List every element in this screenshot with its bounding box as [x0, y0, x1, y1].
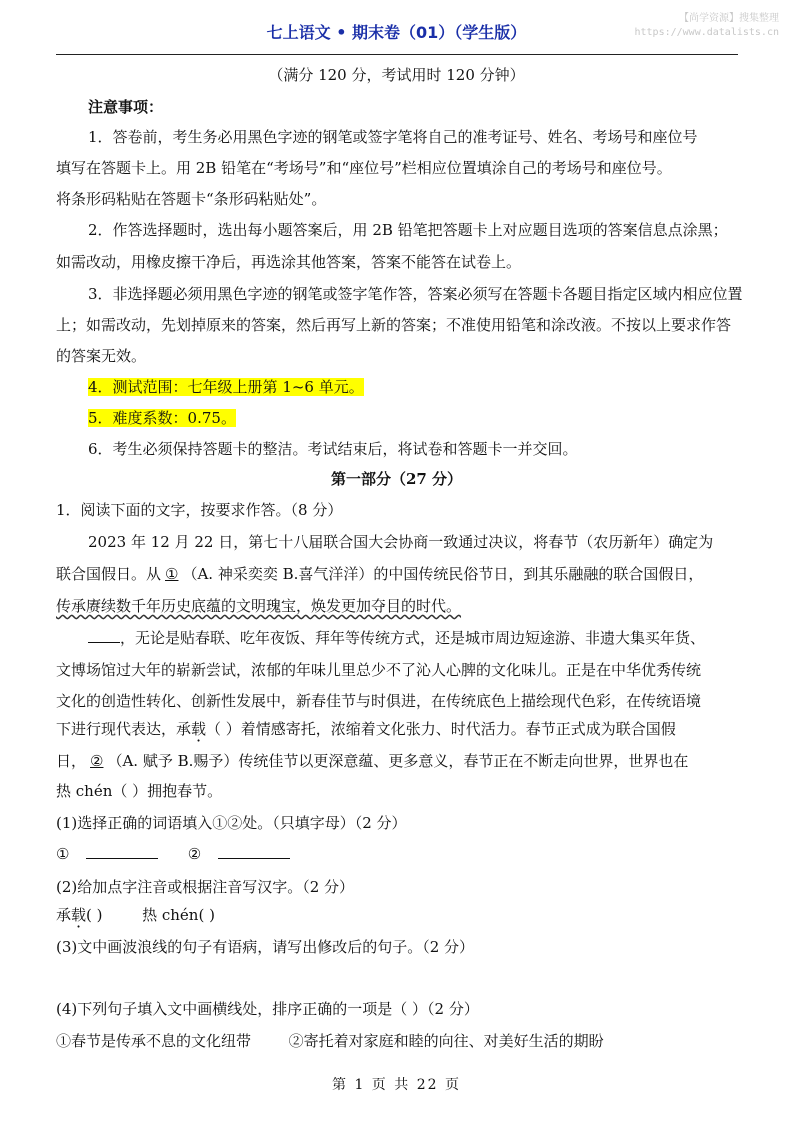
p2-line4-a: 下进行现代表达，承: [56, 720, 192, 738]
p2-line1-text: ，无论是贴春联、吃年夜饭、拜年等传统方式，还是城市周边短途游、非遗大集买年货、: [120, 629, 706, 647]
notice-item1-line2: 填写在答题卡上。用 2B 铅笔在“考场号”和“座位号”栏相应位置填涂自己的考场号和座位号。: [56, 159, 672, 177]
p1-line2-a: 联合国假日。从: [56, 565, 162, 583]
header-divider: [56, 54, 738, 55]
page-title: 七上语文 • 期末卷（01）（学生版）: [266, 23, 527, 42]
sub2-a-post: ( ): [86, 906, 103, 924]
passage-p2-line1: [88, 627, 705, 648]
part1-heading: 第一部分（27 分）: [330, 470, 463, 488]
p2-line5-a: 日，: [56, 752, 87, 770]
passage-p2-line4: [56, 718, 676, 739]
answer-label-2: ②: [187, 845, 202, 863]
p2-line5-c: （A. 赋予 B.赐予）传统佳节以更深意蕴、更多意义，春节正在不断走向世界，世界也在: [107, 752, 689, 770]
notice-item3-line3: 的答案无效。: [56, 347, 147, 365]
notice-item2-line2: 如需改动，用橡皮擦干净后，再选涂其他答案，答案不能答在试卷上。: [56, 253, 522, 271]
notice-item5-text: 5．难度系数：0.75。: [88, 409, 236, 427]
notice-item2-line1: 2．作答选择题时，选出每小题答案后，用 2B 铅笔把答题卡上对应题目选项的答案信息点涂黑；: [88, 221, 728, 239]
passage-p2-line6: 热 chén（ ）拥抱春节。: [56, 782, 223, 800]
wavy-sentence: 传承赓续数千年历史底蕴的文明瑰宝，焕发更加夺目的时代。: [56, 597, 462, 615]
notice-item3-line1: 3．非选择题必须用黑色字迹的钢笔或签字笔作答，答案必须写在答题卡各题目指定区域内相应位置: [88, 285, 743, 303]
passage-p2-line3: 文化的创造性转化、创新性发展中，新春佳节与时俱进，在传统底色上描绘现代色彩，在传统语境: [56, 692, 702, 710]
sub2-answer-row: [56, 904, 215, 925]
passage-p2-line2: 文博场馆过大年的崭新尝试，浓郁的年味儿里总少不了沁人心脾的文化味儿。正是在中华优秀传统: [56, 661, 702, 679]
watermark: [635, 12, 780, 40]
sub-question-2: (2)给加点字注音或根据注音写汉字。（2 分）: [56, 878, 355, 896]
answer-blank-1[interactable]: [86, 858, 158, 859]
sub2-dotted-char: 载: [71, 906, 87, 924]
sub-question-3: (3)文中画波浪线的句子有语病，请写出修改后的句子。（2 分）: [56, 938, 475, 956]
notice-heading: 注意事项：: [88, 98, 164, 116]
watermark-line1: 【尚学资源】搜集整理: [679, 13, 779, 24]
page-footer: 第 1 页 共 22 页: [332, 1077, 461, 1093]
p2-line4-b: （ ）着情感寄托，浓缩着文化张力、时代活力。春节正式成为联合国假: [206, 720, 676, 738]
answer-label-1: ①: [56, 845, 70, 863]
passage-p1-line3: [56, 595, 461, 616]
notice-item1-line3: 将条形码粘贴在答题卡“条形码粘贴处”。: [56, 190, 327, 208]
sub4-options: [56, 1030, 604, 1051]
passage-p1-line1: 2023 年 12 月 22 日，第七十八届联合国大会协商一致通过决议，将春节（农历新年）确定为: [88, 533, 714, 551]
notice-item1-line1: 1．答卷前，考生务必用黑色字迹的钢笔或签字笔将自己的准考证号、姓名、考场号和座位号: [88, 128, 698, 146]
sub2-b: 热 chén( ): [142, 906, 215, 924]
sub4-option-1: ①春节是传承不息的文化纽带: [56, 1032, 252, 1050]
straight-blank: [88, 642, 120, 643]
sub-question-4: (4)下列句子填入文中画横线处，排序正确的一项是（ ）（2 分）: [56, 1000, 479, 1018]
passage-p1-line2: [56, 563, 703, 584]
passage-p2-line5: [56, 750, 688, 771]
answer-blank-2[interactable]: [218, 858, 290, 859]
notice-item4: [88, 376, 364, 397]
dotted-char: 载: [191, 720, 207, 738]
sub2-a-pre: 承: [56, 906, 72, 924]
exam-info: （满分 120 分，考试用时 120 分钟）: [268, 66, 525, 84]
notice-item5: [88, 407, 236, 428]
p1-line2-c: （A. 神采奕奕 B.喜气洋洋）的中国传统民俗节日，到其乐融融的联合国假日，: [182, 565, 704, 583]
notice-item6: 6．考生必须保持答题卡的整洁。考试结束后，将试卷和答题卡一并交回。: [88, 440, 578, 458]
sub-question-1: (1)选择正确的词语填入①②处。（只填字母）（2 分）: [56, 814, 407, 832]
q1-stem: 1．阅读下面的文字，按要求作答。（8 分）: [56, 501, 343, 519]
blank-1: ①: [165, 565, 179, 583]
blank-2: ②: [90, 752, 104, 770]
watermark-line2: https://www.datalists.cn: [634, 27, 779, 38]
sub1-answer-row: [56, 845, 290, 863]
notice-item3-line2: 上；如需改动，先划掉原来的答案，然后再写上新的答案；不准使用铅笔和涂改液。不按以上要求作答: [56, 316, 732, 334]
notice-item4-text: 4．测试范围：七年级上册第 1~6 单元。: [88, 378, 364, 396]
sub4-option-2: ②寄托着对家庭和睦的向往、对美好生活的期盼: [288, 1032, 604, 1050]
